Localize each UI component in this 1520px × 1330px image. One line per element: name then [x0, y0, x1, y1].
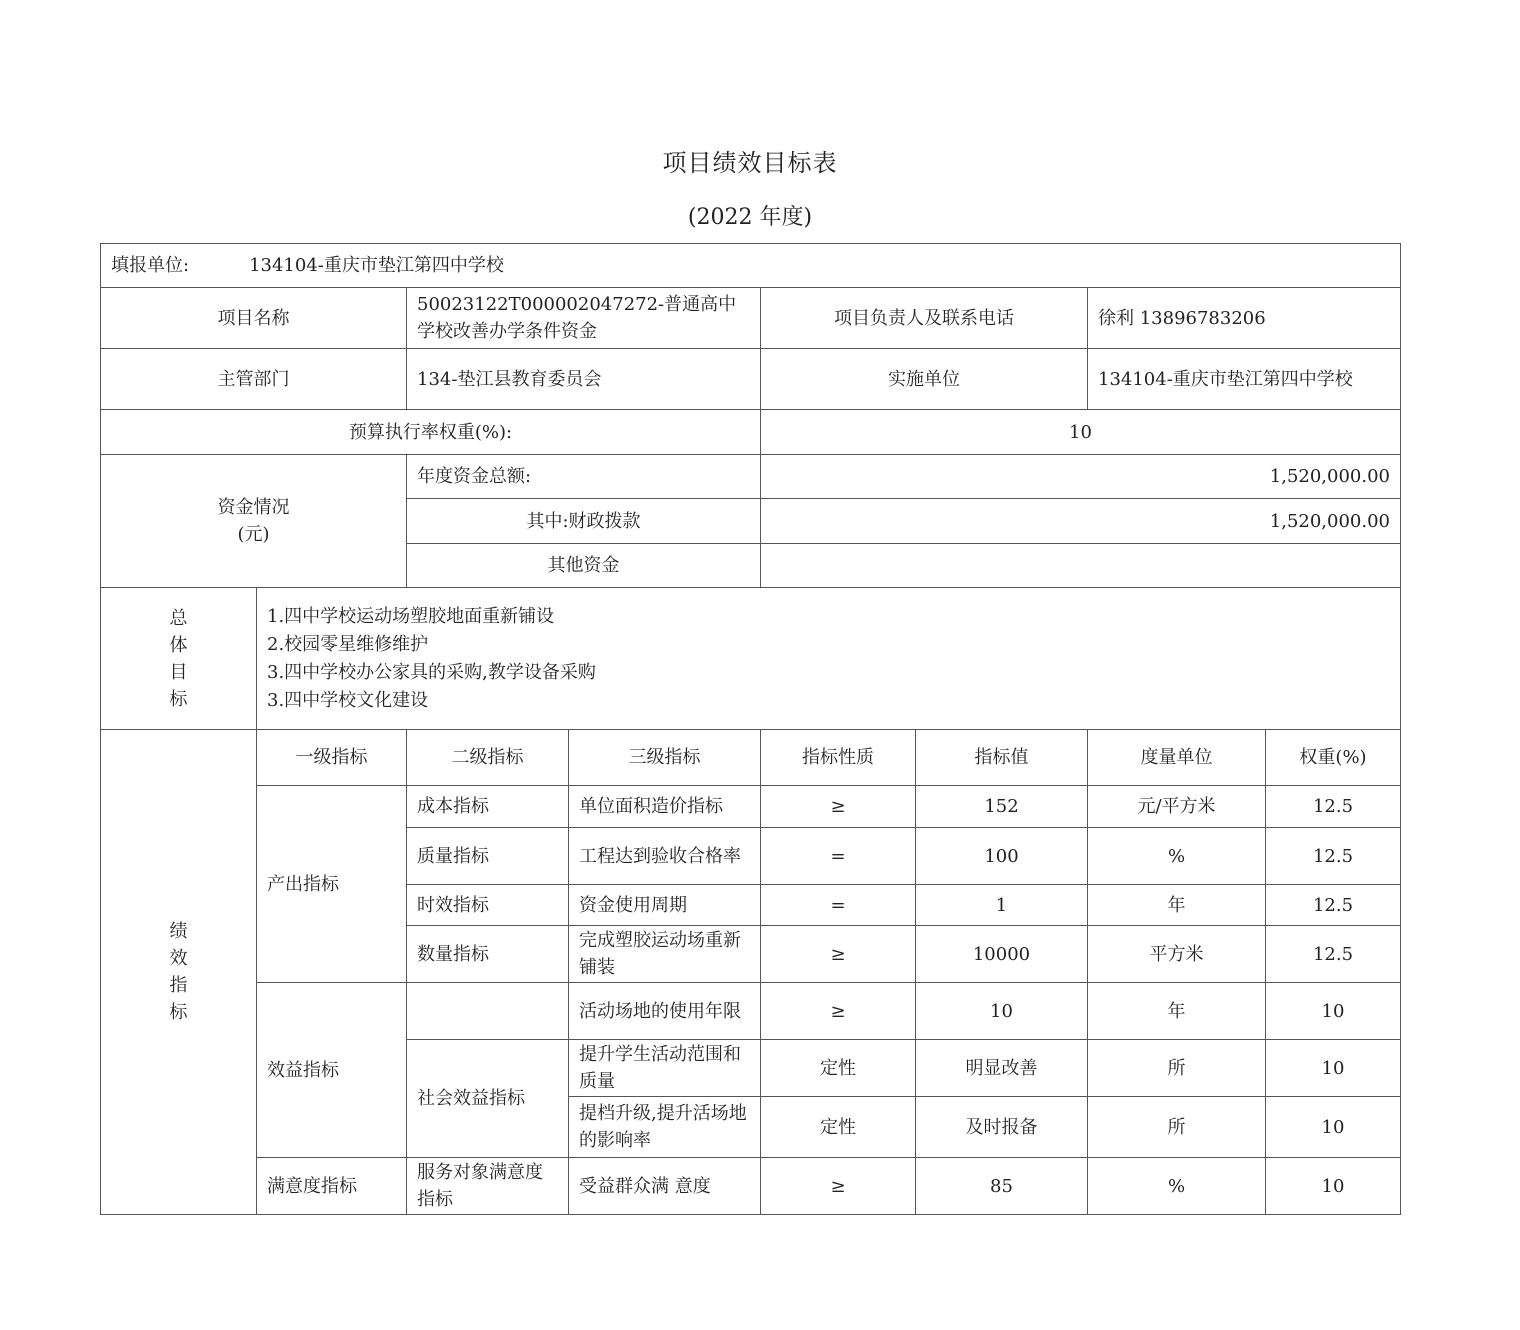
project-name-label: 项目名称	[101, 288, 407, 349]
overall-goal-content	[257, 588, 1401, 730]
impl-unit-label: 实施单位	[761, 349, 1088, 410]
level2-cell: 数量指标	[407, 926, 569, 983]
dept-row	[101, 349, 1401, 410]
header-value: 指标值	[916, 730, 1088, 786]
value-cell: 152	[916, 786, 1088, 828]
overall-goal-item: 1.四中学校运动场塑胶地面重新铺设	[267, 605, 555, 627]
level2-cell: 质量指标	[407, 828, 569, 885]
page-subtitle-year: (2022 年度)	[687, 205, 813, 230]
indicators-label-char: 标	[169, 1002, 188, 1023]
value-cell: 1	[916, 885, 1088, 926]
weight-cell: 12.5	[1266, 926, 1401, 983]
overall-goal-char: 总	[169, 607, 188, 629]
weight-cell: 12.5	[1266, 885, 1401, 926]
nature-cell: ≥	[761, 786, 916, 828]
nature-cell: ≥	[761, 983, 916, 1040]
filler-label: 填报单位:	[111, 255, 190, 276]
nature-cell: 定性	[761, 1040, 916, 1097]
group-output-label: 产出指标	[257, 786, 407, 983]
weight-cell: 10	[1266, 983, 1401, 1040]
funds-label	[101, 455, 407, 588]
level3-cell: 完成塑胶运动场重新铺装	[569, 926, 761, 983]
value-cell: 100	[916, 828, 1088, 885]
value-cell: 10	[916, 983, 1088, 1040]
table-row	[101, 1158, 1401, 1215]
project-contact-label: 项目负责人及联系电话	[761, 288, 1088, 349]
level2-cell: 社会效益指标	[407, 1040, 569, 1158]
unit-cell: 年	[1088, 983, 1266, 1040]
funds-other-label: 其他资金	[407, 544, 761, 588]
indicator-header-row	[101, 730, 1401, 786]
value-cell: 85	[916, 1158, 1088, 1215]
table-row	[101, 786, 1401, 828]
funds-total-label: 年度资金总额:	[407, 455, 761, 499]
indicators-label-char: 效	[169, 948, 188, 969]
funds-label-line2: (元)	[237, 524, 270, 545]
overall-goal-char: 标	[169, 688, 188, 710]
weight-cell: 10	[1266, 1158, 1401, 1215]
nature-cell: ≥	[761, 926, 916, 983]
dept-label: 主管部门	[101, 349, 407, 410]
weight-cell: 12.5	[1266, 786, 1401, 828]
level3-cell: 活动场地的使用年限	[569, 983, 761, 1040]
table-row	[101, 983, 1401, 1040]
unit-cell: 年	[1088, 885, 1266, 926]
level3-cell: 提升学生活动范围和质量	[569, 1040, 761, 1097]
indicators-label-char: 绩	[169, 921, 188, 942]
funds-fiscal-value: 1,520,000.00	[761, 499, 1401, 544]
dept-value: 134-垫江县教育委员会	[407, 349, 761, 410]
overall-goal-item: 3.四中学校文化建设	[267, 689, 429, 711]
nature-cell: =	[761, 828, 916, 885]
level2-cell: 成本指标	[407, 786, 569, 828]
level2-cell: 服务对象满意度指标	[407, 1158, 569, 1215]
value-cell: 及时报备	[916, 1097, 1088, 1158]
project-contact-value: 徐利 13896783206	[1088, 288, 1401, 349]
value-cell: 10000	[916, 926, 1088, 983]
funds-fiscal-label: 其中:财政拨款	[407, 499, 761, 544]
page-title: 项目绩效目标表	[662, 149, 838, 177]
level3-cell: 工程达到验收合格率	[569, 828, 761, 885]
level3-cell: 提档升级,提升活场地的影响率	[569, 1097, 761, 1158]
unit-cell: 所	[1088, 1040, 1266, 1097]
nature-cell: ≥	[761, 1158, 916, 1215]
weight-cell: 10	[1266, 1097, 1401, 1158]
header-level1: 一级指标	[257, 730, 407, 786]
level3-cell: 单位面积造价指标	[569, 786, 761, 828]
level2-cell: 时效指标	[407, 885, 569, 926]
value-cell: 明显改善	[916, 1040, 1088, 1097]
filler-row	[101, 244, 1401, 288]
unit-cell: 所	[1088, 1097, 1266, 1158]
unit-cell: 元/平方米	[1088, 786, 1266, 828]
header-level2: 二级指标	[407, 730, 569, 786]
indicators-label-char: 指	[169, 975, 188, 996]
funds-other-value	[761, 544, 1401, 588]
unit-cell: %	[1088, 828, 1266, 885]
filler-cell	[101, 244, 1401, 288]
overall-goal-char: 体	[169, 634, 188, 656]
nature-cell: 定性	[761, 1097, 916, 1158]
filler-value: 134104-重庆市垫江第四中学校	[249, 255, 504, 276]
header-level3: 三级指标	[569, 730, 761, 786]
unit-cell: %	[1088, 1158, 1266, 1215]
performance-target-table	[100, 243, 1401, 1215]
overall-goal-char: 目	[169, 661, 188, 683]
header-weight: 权重(%)	[1266, 730, 1401, 786]
funds-total-row	[101, 455, 1401, 499]
budget-rate-value: 10	[761, 410, 1401, 455]
level2-cell	[407, 983, 569, 1040]
impl-unit-value: 134104-重庆市垫江第四中学校	[1088, 349, 1401, 410]
indicators-label	[101, 730, 257, 1215]
header-unit: 度量单位	[1088, 730, 1266, 786]
group-satisfaction-label: 满意度指标	[257, 1158, 407, 1215]
group-benefit-label: 效益指标	[257, 983, 407, 1158]
unit-cell: 平方米	[1088, 926, 1266, 983]
level3-cell: 受益群众满 意度	[569, 1158, 761, 1215]
funds-label-line1: 资金情况	[217, 497, 290, 518]
budget-rate-label: 预算执行率权重(%):	[101, 410, 761, 455]
funds-total-value: 1,520,000.00	[761, 455, 1401, 499]
overall-goal-item: 2.校园零星维修维护	[267, 633, 429, 655]
overall-goal-row	[101, 588, 1401, 730]
overall-goal-label	[101, 588, 257, 730]
project-name-row	[101, 288, 1401, 349]
weight-cell: 10	[1266, 1040, 1401, 1097]
header-nature: 指标性质	[761, 730, 916, 786]
overall-goal-item: 3.四中学校办公家具的采购,教学设备采购	[267, 661, 596, 683]
project-name-value: 50023122T000002047272-普通高中学校改善办学条件资金	[407, 288, 761, 349]
weight-cell: 12.5	[1266, 828, 1401, 885]
budget-rate-row	[101, 410, 1401, 455]
level3-cell: 资金使用周期	[569, 885, 761, 926]
nature-cell: =	[761, 885, 916, 926]
